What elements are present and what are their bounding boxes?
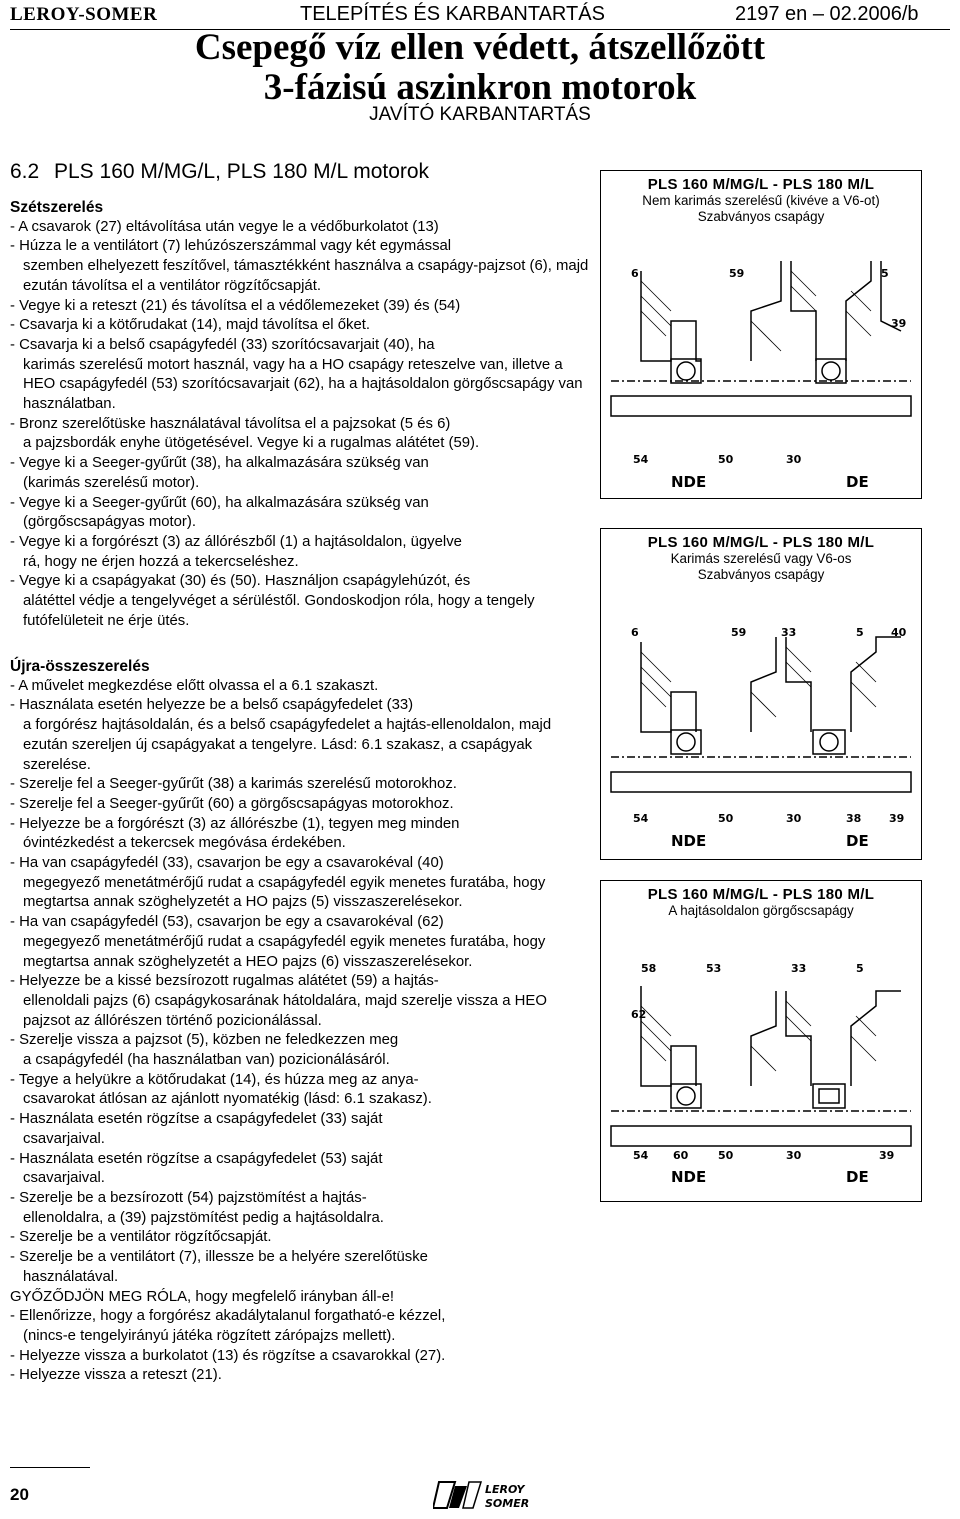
- figure-subtitle: A hajtásoldalon görgőscsapágy: [668, 903, 854, 918]
- nde-label: NDE: [671, 1168, 707, 1186]
- callout-label: 54: [633, 453, 649, 466]
- page-header: [0, 0, 960, 30]
- item-continuation: a forgórész hajtásoldalán, és a belső csapágyfedelet a hajtás-ellenoldalon, majd ezután szereljen új csapágyakat a tengelyre. Lásd: 6.1 szakasz, a csapágyak szerelése.: [23, 717, 552, 773]
- item-first-line: - Szerelje fel a Seeger-gyűrűt (60) a görgőscsapágyas motorokhoz.: [10, 795, 454, 812]
- callout-label: 6: [631, 267, 639, 280]
- list-item: [10, 533, 590, 553]
- logo-text: LEROY: [485, 1483, 525, 1496]
- item-first-line: - Szerelje be a ventilátor rögzítőcsapját.: [10, 1229, 272, 1246]
- callout-label: 39: [891, 317, 907, 330]
- callout-label: 59: [731, 626, 747, 639]
- item-first-line: - Vegye ki a reteszt (21) és távolítsa el a védőlemezeket (39) és (54): [10, 297, 461, 314]
- item-first-line: - Vegye ki a Seeger-gyűrűt (38), ha alkalmazására szükség van: [10, 455, 429, 472]
- callout-label: 50: [718, 453, 734, 466]
- figure-flange-bearing: [600, 528, 922, 860]
- item-first-line: - Csavarja ki a kötőrudakat (14), majd távolítsa el őket.: [10, 317, 371, 334]
- item-first-line: - Szerelje vissza a pajzsot (5), közben ne feledkezzen meg: [10, 1032, 399, 1049]
- list-item: [10, 237, 590, 257]
- list-item: [10, 1110, 590, 1130]
- item-first-line: - Vegye ki a Seeger-gyűrűt (60), ha alkalmazására szükség van: [10, 494, 429, 511]
- item-continuation: ellenoldalra, a (39) pajzstömítést pedig a hajtásoldalra.: [23, 1209, 384, 1226]
- disassembly-heading: Szétszerelés: [10, 199, 104, 216]
- item-first-line: - Ellenőrizze, hogy a forgórész akadálytalanul forgatható-e kézzel,: [10, 1308, 446, 1325]
- list-item: [10, 297, 590, 317]
- item-first-line: - Szerelje fel a Seeger-gyűrűt (38) a karimás szerelésű motorokhoz.: [10, 776, 457, 793]
- item-first-line: - A művelet megkezdése előtt olvassa el a 6.1 szakaszt.: [10, 677, 379, 694]
- list-item: [10, 336, 590, 356]
- logo-text: SOMER: [485, 1497, 529, 1510]
- item-first-line: - Húzza le a ventilátort (7) lehúzószerszámmal vagy két egymással: [10, 238, 452, 255]
- item-continuation: karimás szerelésű motort használ, vagy ha a HO csapágy reteszelve van, illetve a HEO csapágyfedél (53) szorítócsavarjait (62), ha a hajtásoldalon görgőscsapágy van használatban.: [23, 356, 583, 413]
- list-item: [10, 454, 590, 474]
- item-first-line: - Helyezze be a kissé bezsírozott rugalmas alátétet (59) a hajtás-: [10, 973, 439, 990]
- item-continuation: (görgőscsapágyas motor).: [23, 514, 196, 531]
- callout-label: 50: [718, 812, 734, 825]
- figure-subtitle-2: Szabványos csapágy: [697, 209, 825, 224]
- list-item: [10, 1228, 590, 1248]
- figure-subtitle: Karimás szerelésű vagy V6-os: [670, 551, 852, 566]
- callout-label: 53: [706, 962, 722, 975]
- callout-label: 30: [786, 453, 802, 466]
- nde-label: NDE: [671, 473, 707, 491]
- item-continuation: használatával.: [23, 1268, 119, 1285]
- item-first-line: - Helyezze vissza a burkolatot (13) és rögzítse a csavarokkal (27).: [10, 1347, 446, 1364]
- figure-title: PLS 160 M/MG/L - PLS 180 M/L: [647, 534, 875, 551]
- bearing-drawing: [601, 582, 921, 859]
- item-continuation: alátéttel védje a tengelyvéget a sérüléstől. Gondoskodjon róla, hogy a tengely futófelületeit ne érje ütés.: [23, 593, 535, 629]
- callout-label: 39: [879, 1149, 895, 1162]
- item-continuation: szemben elhelyezett feszítővel, támasztékként használva a csapágy-pajzsot (6), majd ezután távolítsa el a ventilátor rögzítőcsapját.: [23, 258, 589, 294]
- check-heading: GYŐZŐDJÖN MEG RÓLA, hogy megfelelő irányban áll-e!: [10, 1288, 394, 1305]
- disassembly-list: [10, 218, 590, 632]
- item-continuation: csavarjaival.: [23, 1170, 105, 1187]
- disassembly-section: [10, 198, 590, 631]
- item-first-line: - Vegye ki a forgórészt (3) az állórészből (1) a hajtásoldalon, ügyelve: [10, 533, 462, 550]
- list-item: [10, 815, 590, 835]
- item-continuation: csavarokat átlósan az ajánlott nyomatékig (lásd: 6.1 szakasz).: [23, 1091, 432, 1108]
- item-first-line: - Bronz szerelőtüske használatával távolítsa el a pajzsokat (5 és 6): [10, 415, 451, 432]
- callout-label: 59: [729, 267, 745, 280]
- item-first-line: - Ha van csapágyfedél (53), csavarjon be egy a csavarokéval (62): [10, 914, 444, 931]
- figure-subtitle: Nem karimás szerelésű (kivéve a V6-ot): [642, 193, 880, 208]
- section-heading: [10, 160, 429, 184]
- item-first-line: - Helyezze be a forgórészt (3) az állórészbe (1), tegyen meg minden: [10, 815, 460, 832]
- figure-roller-bearing: [600, 880, 922, 1202]
- de-label: DE: [846, 473, 869, 491]
- item-continuation: megegyező menetátmérőjű rudat a csapágyfedél egyik menetes furatába, hogy megtartsa annak szöghelyzetét a HO pajzs (5) visszaszerelésekor.: [23, 874, 546, 911]
- callout-label: 33: [791, 962, 807, 975]
- list-item: [10, 316, 590, 336]
- section-title: PLS 160 M/MG/L, PLS 180 M/L motorok: [54, 160, 430, 183]
- figure-title: PLS 160 M/MG/L - PLS 180 M/L: [647, 176, 875, 193]
- list-item: [10, 775, 590, 795]
- item-continuation: megegyező menetátmérőjű rudat a csapágyfedél egyik menetes furatába, hogy megtartsa annak szöghelyzetét a HEO pajzs (6) visszaszerelésekor.: [23, 933, 546, 970]
- de-label: DE: [846, 832, 869, 850]
- item-first-line: - Ha van csapágyfedél (33), csavarjon be egy a csavarokéval (40): [10, 855, 444, 872]
- callout-label: 30: [786, 812, 802, 825]
- callout-label: 5: [881, 267, 889, 280]
- callout-label: 33: [781, 626, 797, 639]
- list-item: [10, 1189, 590, 1209]
- callout-label: 58: [641, 962, 657, 975]
- callout-label: 54: [633, 1149, 649, 1162]
- item-continuation: a pajzsbordák enyhe ütögetésével. Vegye ki a rugalmas alátétet (59).: [23, 435, 480, 452]
- nde-label: NDE: [671, 832, 707, 850]
- page-subtitle: JAVÍTÓ KARBANTARTÁS: [369, 104, 591, 125]
- list-item: [10, 1150, 590, 1170]
- list-item: [10, 913, 590, 933]
- item-continuation: óvintézkedést a tekercsek megóvása érdekében.: [23, 835, 346, 852]
- list-item: [10, 1031, 590, 1051]
- item-first-line: - Használata esetén helyezze be a belső csapágyfedelet (33): [10, 697, 414, 714]
- list-item: [10, 972, 590, 992]
- document-category: TELEPÍTÉS ÉS KARBANTARTÁS: [300, 3, 605, 25]
- item-continuation: rá, hogy ne érjen hozzá a tekercseléshez.: [23, 553, 299, 570]
- page-number: 20: [10, 1485, 29, 1504]
- figure-subtitle-2: Szabványos csapágy: [697, 567, 825, 582]
- item-first-line: - Szerelje be a bezsírozott (54) pajzstömítést a hajtás-: [10, 1189, 367, 1206]
- de-label: DE: [846, 1168, 869, 1186]
- section-number: 6.2: [10, 160, 40, 183]
- item-first-line: - Csavarja ki a belső csapágyfedél (33) szorítócsavarjait (40), ha: [10, 336, 435, 353]
- bearing-drawing: [601, 926, 921, 1201]
- callout-label: 54: [633, 812, 649, 825]
- callout-label: 40: [891, 626, 907, 639]
- callout-label: 38: [846, 812, 862, 825]
- item-first-line: - A csavarok (27) eltávolítása után vegye le a védőburkolatot (13): [10, 218, 439, 235]
- item-continuation: csavarjaival.: [23, 1130, 105, 1147]
- brand-name: LEROY-SOMER: [10, 4, 158, 25]
- list-item: [10, 572, 590, 592]
- callout-label: 5: [856, 626, 864, 639]
- figure-standard-bearing: [600, 170, 922, 499]
- reassembly-list: [10, 677, 590, 1288]
- page-title-line2: 3-fázisú aszinkron motorok: [263, 67, 697, 108]
- item-continuation: (karimás szerelésű motor).: [23, 474, 200, 491]
- item-continuation: a csapágyfedél (ha használatban van) pozicionálásáról.: [23, 1052, 390, 1069]
- item-first-line: - Szerelje be a ventilátort (7), illessze be a helyére szerelőtüske: [10, 1249, 428, 1266]
- callout-label: 60: [673, 1149, 689, 1162]
- list-item: [10, 795, 590, 815]
- bearing-drawing: [601, 221, 921, 498]
- item-continuation: (nincs-e tengelyirányú játéka rögzített zárópajzs mellett).: [23, 1327, 396, 1344]
- list-item: [10, 677, 590, 697]
- list-item: [10, 415, 590, 435]
- reassembly-section: [10, 657, 590, 1386]
- check-list: [10, 1307, 590, 1386]
- list-item: [10, 1248, 590, 1268]
- callout-label: 5: [856, 962, 864, 975]
- callout-label: 30: [786, 1149, 802, 1162]
- reassembly-heading: Újra-összeszerelés: [10, 658, 150, 675]
- list-item: [10, 1071, 590, 1091]
- list-item: [10, 494, 590, 514]
- item-first-line: - Használata esetén rögzítse a csapágyfedelet (53) saját: [10, 1150, 383, 1167]
- item-continuation: ellenoldali pajzs (6) csapágykosarának hátoldalára, majd szerelje vissza a HEO pajzsot az állórészen történő pozicionálással.: [23, 992, 547, 1029]
- document-reference: 2197 en – 02.2006/b: [735, 3, 919, 25]
- callout-label: 62: [631, 1008, 647, 1021]
- list-item: [10, 1347, 590, 1367]
- figure-title: PLS 160 M/MG/L - PLS 180 M/L: [647, 886, 875, 903]
- item-first-line: - Vegye ki a csapágyakat (30) és (50). Használjon csapágylehúzót, és: [10, 573, 471, 590]
- list-item: [10, 1307, 590, 1327]
- list-item: [10, 1366, 590, 1386]
- leroy-somer-logo: [433, 1478, 529, 1512]
- callout-label: 50: [718, 1149, 734, 1162]
- callout-label: 39: [889, 812, 905, 825]
- item-first-line: - Helyezze vissza a reteszt (21).: [10, 1367, 222, 1384]
- page-title-line1: Csepegő víz ellen védett, átszellőzött: [194, 27, 766, 68]
- callout-label: 6: [631, 626, 639, 639]
- list-item: [10, 218, 590, 238]
- footer-rule: [10, 1467, 90, 1468]
- item-first-line: - Használata esetén rögzítse a csapágyfedelet (33) saját: [10, 1111, 383, 1128]
- list-item: [10, 854, 590, 874]
- item-first-line: - Tegye a helyükre a kötőrudakat (14), és húzza meg az anya-: [10, 1071, 419, 1088]
- list-item: [10, 696, 590, 716]
